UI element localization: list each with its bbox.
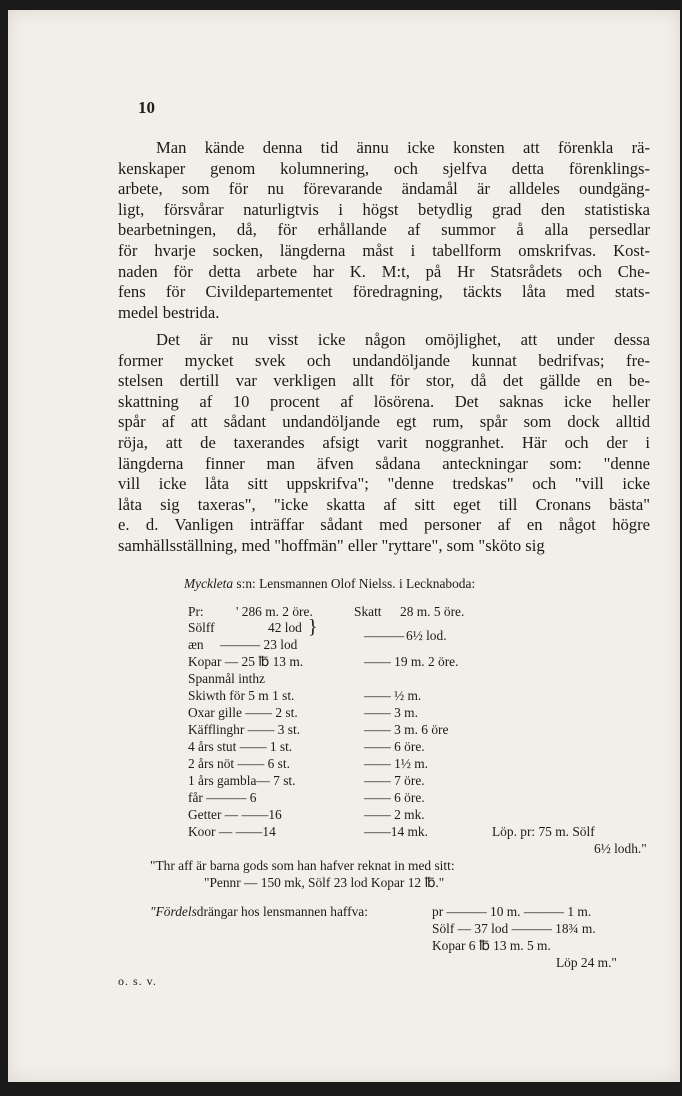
table-cell: Koor — ——14 — [188, 824, 276, 839]
fordel-row: Kopar 6 ℔ 13 m. 5 m. — [432, 938, 551, 953]
paragraph-2 — [118, 330, 650, 557]
table-cell: 42 lod — [268, 620, 302, 635]
table-cell: Getter — ——16 — [188, 807, 282, 822]
table-cell: ' 286 m. 2 öre. — [236, 604, 313, 619]
text-line: stelsen dertill var verkligen allt för stor, då det gällde en be- — [118, 371, 650, 391]
text-line: former mycket svek och undandöljande kunnat bedrifvas; fre- — [118, 350, 650, 370]
table-cell: Löp. pr: 75 m. Sölf — [492, 824, 595, 839]
fordel-row: pr ——— 10 m. ——— 1 m. — [432, 904, 592, 919]
text-line: samhällsställning, med "hoffmän" eller "ryttare", som "sköto sig — [118, 535, 545, 555]
fordel-italic: "Fördels — [150, 904, 197, 919]
text-line: låta sig taxeras", "icke skatta af sitt eget till Cronans bästa" — [118, 494, 650, 514]
brace-icon: } — [308, 616, 318, 638]
thr-line-2: "Pennr — 150 mk, Sölf 23 lod Kopar 12 ℔." — [204, 875, 445, 890]
page-number: 10 — [138, 98, 155, 117]
table-cell: 6½ lod. — [406, 628, 447, 643]
text-line: för hvarje socken, längderna måst i tabellform omskrifvas. Kost- — [118, 240, 650, 260]
table-cell: Käfflinghr —— 3 st. — [188, 722, 301, 737]
text-line: Det är nu visst icke någon omöjlighet, att under dessa — [156, 330, 650, 349]
table-cell: 6½ lodh." — [594, 841, 647, 856]
table-cell: Skiwth för 5 m 1 st. — [188, 688, 295, 703]
fordel-row: Sölf — 37 lod ——— 18¾ m. — [432, 921, 596, 936]
text-line: e. d. Vanligen inträffar sådant med personer af en något högre — [118, 515, 650, 535]
text-line: spår af att sådant undandöljande egt rum, spår som dock alltid — [118, 412, 650, 432]
lop-total: Löp 24 m." — [556, 955, 617, 970]
paragraph-1 — [118, 138, 650, 323]
footer-etc: o. s. v. — [118, 974, 157, 988]
table-cell: —— 6 öre. — [364, 739, 425, 754]
text-line: längderna finner man äfven sådana anteckningar som: "denne — [118, 453, 650, 473]
table-cell: ——14 mk. — [364, 824, 428, 839]
table-cell: —— 1½ m. — [364, 756, 428, 771]
fordel-heading — [150, 904, 368, 921]
table-cell: Skatt — [354, 604, 382, 619]
text-line: kenskaper genom kolumnering, och sjelfva detta förenklings- — [118, 158, 650, 178]
table-cell: 4 års stut —— 1 st. — [188, 739, 293, 754]
table-cell: —— 6 öre. — [364, 790, 425, 805]
table-cell: får ——— 6 — [188, 790, 257, 805]
table-cell: Sölff — [188, 620, 215, 635]
text-line: skattning af 10 procent af lösörena. Det saknas icke heller — [118, 391, 650, 411]
text-line: ligt, försvårar naturligtvis i högst betydlig grad den statistiska — [118, 199, 650, 219]
table-cell: Pr: — [188, 604, 204, 619]
text-line: arbete, som för nu förevarande ändamål är alldeles oundgäng- — [118, 179, 650, 199]
table-cell: Oxar gille —— 2 st. — [188, 705, 298, 720]
text-line: Man kände denna tid ännu icke konsten att förenkla rä- — [156, 138, 650, 157]
table-caption — [184, 576, 475, 593]
table-cell: —— 2 mk. — [364, 807, 425, 822]
text-line: bearbetningen, då, för erhållande af summor å alla persedlar — [118, 220, 650, 240]
caption-text: s:n: Lensmannen Olof Nielss. i Lecknaboda: — [233, 576, 476, 591]
thr-line-1: "Thr aff är barna gods som han hafver reknat in med sitt: — [150, 858, 455, 873]
book-page — [8, 10, 680, 1082]
table-cell: Kopar — 25 ℔ 13 m. — [188, 654, 304, 669]
text-line: vill icke låta sitt uppskrifva"; "denne tredskas" och "vill icke — [118, 474, 650, 494]
text-line: röja, att de taxerandes afsigt varit noggranhet. Här och der i — [118, 432, 650, 452]
text-line: fens för Civildepartementet föredragning, täckts låta med stats- — [118, 282, 650, 302]
table-cell: 2 års nöt —— 6 st. — [188, 756, 290, 771]
table-cell: —— 7 öre. — [364, 773, 425, 788]
parish-name: Myckleta — [184, 576, 234, 591]
table-cell: 1 års gambla— 7 st. — [188, 773, 296, 788]
table-cell: Spanmål inthz — [188, 671, 265, 686]
text-line: naden för detta arbete har K. M:t, på Hr Statsrådets och Che- — [118, 261, 650, 281]
table-cell: —— 19 m. 2 öre. — [364, 654, 459, 669]
table-cell: ——— 23 lod — [220, 637, 298, 652]
table-cell: ——— — [364, 628, 405, 643]
table-cell: 28 m. 5 öre. — [400, 604, 465, 619]
table-cell: æn — [188, 637, 204, 652]
text-line: medel bestrida. — [118, 302, 220, 322]
fordel-text: drängar hos lensmannen haffva: — [196, 904, 368, 919]
table-cell: —— ½ m. — [364, 688, 422, 703]
table-cell: —— 3 m. 6 öre — [364, 722, 449, 737]
table-cell: —— 3 m. — [364, 705, 418, 720]
